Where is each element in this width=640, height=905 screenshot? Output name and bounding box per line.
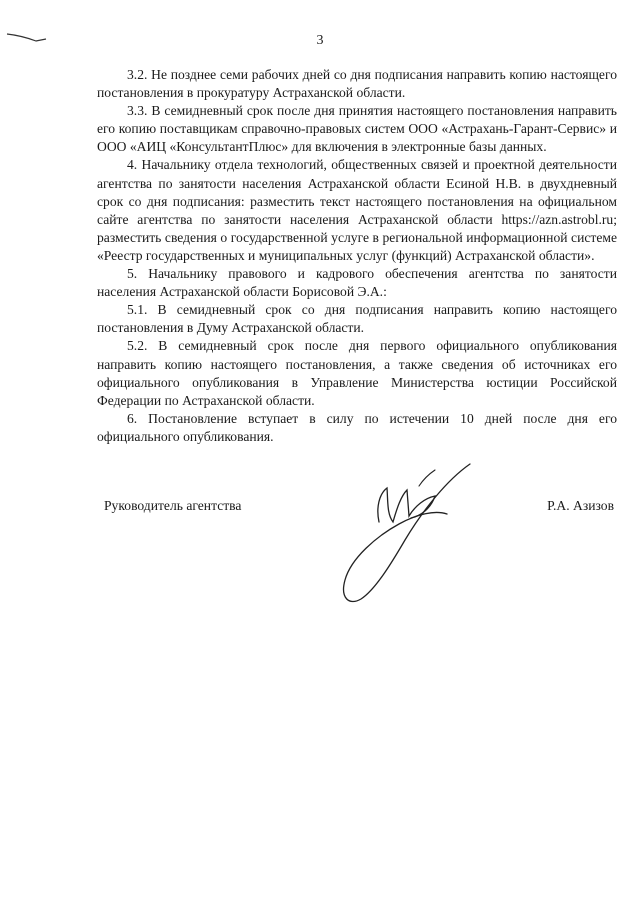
signatory-title: Руководитель агентства <box>104 498 242 513</box>
paragraph-4: 4. Начальнику отдела технологий, общественных связей и проектной деятельности агентства по занятости населения Астраханской области Есиной Н.В. в двухдневный срок со дня подписания: разместить текст настоящего постановления на официальном сайте агентства по занятости населения Астраханской области https://azn.astrobl.ru; разместить сведения о государственной услуге в региональной информационной системе «Реестр государственных и муниципальных услуг (функций) Астраханской области». <box>97 157 617 263</box>
paragraph-5: 5. Начальнику правового и кадрового обеспечения агентства по занятости населения Астраханской области Борисовой Э.А.: <box>97 266 617 300</box>
paragraph-6: 6. Постановление вступает в силу по истечении 10 дней после дня его официального опубликования. <box>97 410 617 444</box>
paragraph-5-2: 5.2. В семидневный срок после дня первого официального опубликования направить копию настоящего постановления, а также сведения об источниках его официального опубликования в Управление Министерства юстиции Российской Федерации по Астраханской области. <box>97 338 617 408</box>
paragraph-3-2: 3.2. Не позднее семи рабочих дней со дня подписания направить копию настоящего постановления в прокуратуру Астраханской области. <box>97 67 617 101</box>
document-body <box>97 66 617 446</box>
signature-icon <box>335 458 480 606</box>
paragraph-5-1: 5.1. В семидневный срок со дня подписания направить копию настоящего постановления в Думу Астраханской области. <box>97 302 617 336</box>
page-number: 3 <box>316 33 324 48</box>
paragraph-3-3: 3.3. В семидневный срок после дня принятия настоящего постановления направить его копию поставщикам справочно-правовых систем ООО «Астрахань-Гарант-Сервис» и ООО «АИЦ «КонсультантПлюс» для включения в электронные базы данных. <box>97 103 617 155</box>
signatory-name: Р.А. Азизов <box>547 498 614 513</box>
